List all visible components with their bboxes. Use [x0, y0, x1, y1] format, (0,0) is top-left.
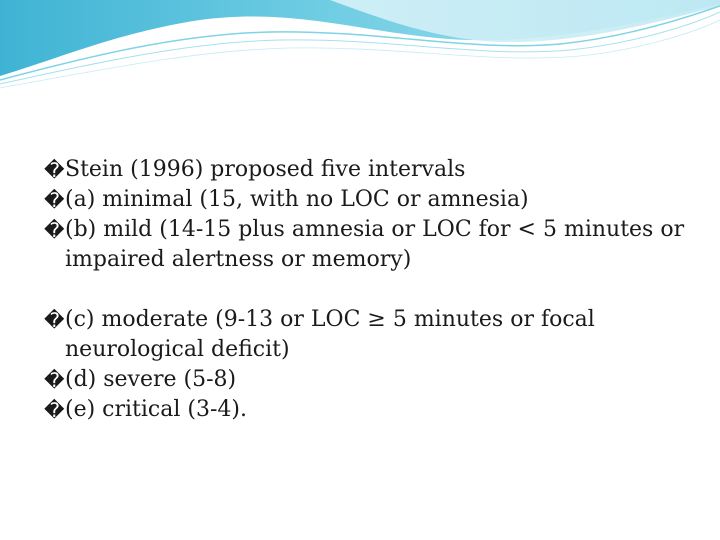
bullet-text: (d) severe (5-8) — [65, 367, 237, 392]
bullet-text: (b) mild (14-15 plus amnesia or LOC for < 5 minutes or impaired alertness or memory) — [65, 217, 685, 272]
bullet-item — [44, 215, 694, 275]
bullet-glyph: � — [44, 188, 65, 212]
bullet-item — [44, 365, 694, 395]
bullet-item — [44, 155, 694, 185]
header-wave-decoration — [0, 0, 720, 90]
bullet-list — [44, 155, 694, 425]
bullet-glyph: � — [44, 308, 65, 332]
bullet-text: (c) moderate (9-13 or LOC ≥ 5 minutes or focal neurological deficit) — [65, 307, 595, 362]
bullet-glyph: � — [44, 368, 65, 392]
bullet-item — [44, 395, 694, 425]
bullet-text: (a) minimal (15, with no LOC or amnesia) — [65, 187, 529, 212]
bullet-text: (e) critical (3-4). — [65, 397, 247, 422]
bullet-item — [44, 185, 694, 215]
bullet-glyph: � — [44, 158, 65, 182]
bullet-glyph: � — [44, 218, 65, 242]
bullet-glyph: � — [44, 398, 65, 422]
bullet-text: Stein (1996) proposed five intervals — [65, 157, 466, 182]
bullet-item — [44, 305, 694, 365]
